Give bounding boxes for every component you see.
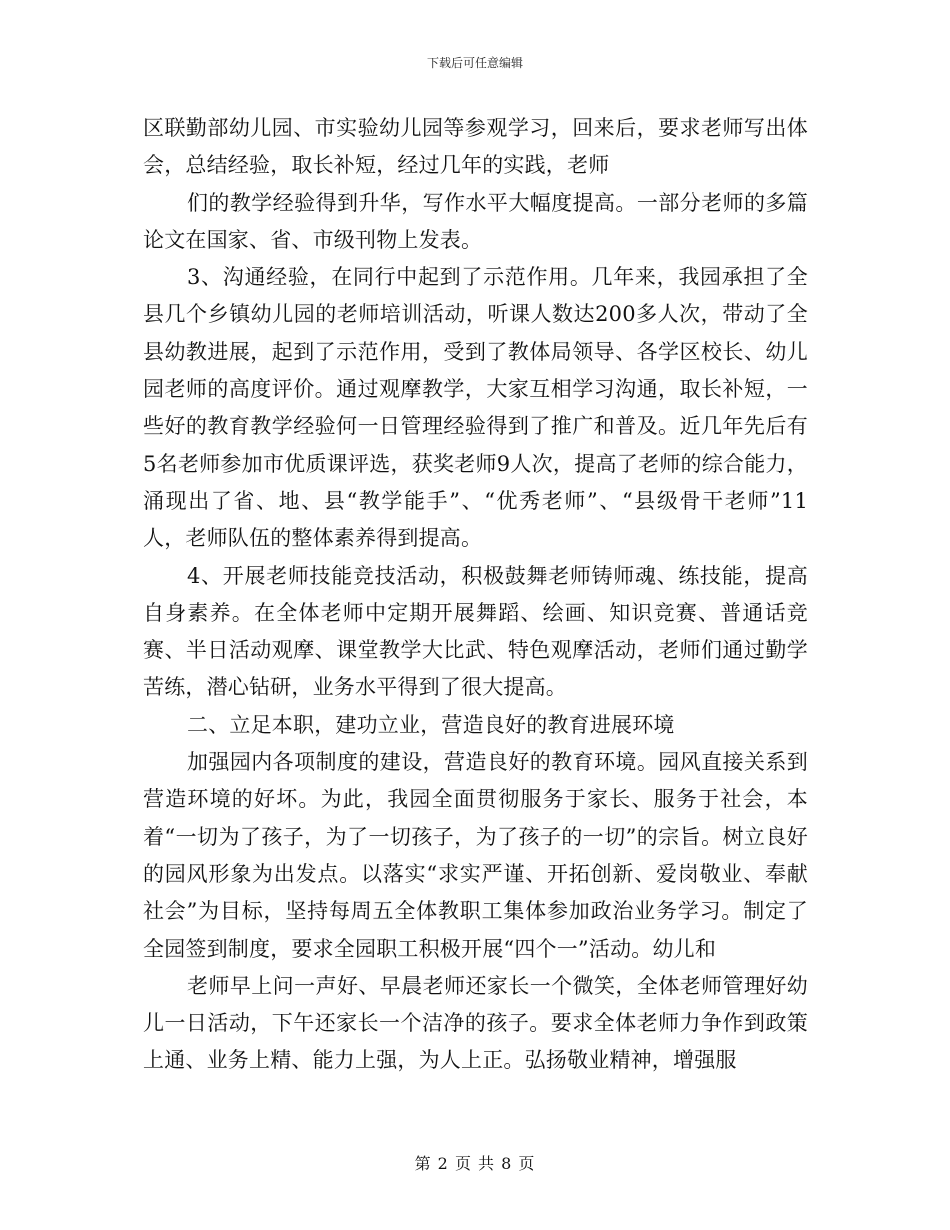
page-number: 第 2 页 共 8 页: [414, 1154, 536, 1173]
document-body: [143, 110, 808, 1080]
paragraph: 3、沟通经验，在同行中起到了示范作用。几年来，我园承担了全县几个乡镇幼儿园的老师培训活动，听课人数达200多人次，带动了全县幼教进展，起到了示范作用，受到了教体局领导、各学区校长、幼儿园老师的高度评价。通过观摩教学，大家互相学习沟通，取长补短，一些好的教育教学经验何一日管理经验得到了推广和普及。近几年先后有5名老师参加市优质课评选，获奖老师9人次，提高了老师的综合能力，涌现出了省、地、县“教学能手”、“优秀老师”、“县级骨干老师”11人，老师队伍的整体素养得到提高。: [143, 265, 808, 551]
paragraph: 加强园内各项制度的建设，营造良好的教育环境。园风直接关系到营造环境的好坏。为此，我园全面贯彻服务于家长、服务于社会，本着“一切为了孩子，为了一切孩子，为了孩子的一切”的宗旨。树立良好的园风形象为出发点。以落实“求实严谨、开拓创新、爱岗敬业、奉献社会”为目标，坚持每周五全体教职工集体参加政治业务学习。制定了全园签到制度，要求全园职工积极开展“四个一”活动。幼儿和: [143, 750, 808, 961]
page-header-note: 下载后可任意编辑: [426, 56, 523, 70]
paragraph: 老师早上问一声好、早晨老师还家长一个微笑，全体老师管理好幼儿一日活动，下午还家长一个洁净的孩子。要求全体老师力争作到政策上通、业务上精、能力上强，为人上正。弘扬敬业精神，增强服: [143, 973, 808, 1073]
paragraph: 区联勤部幼儿园、市实验幼儿园等参观学习，回来后，要求老师写出体会，总结经验，取长补短，经过几年的实践，老师: [143, 116, 808, 178]
section-heading: 二、立足本职，建功立业，营造良好的教育进展环境: [187, 712, 675, 737]
paragraph: 4、开展老师技能竞技活动，积极鼓舞老师铸师魂、练技能，提高自身素养。在全体老师中定期开展舞蹈、绘画、知识竞赛、普通话竞赛、半日活动观摩、课堂教学大比武、特色观摩活动，老师们通过勤学苦练，潜心钻研，业务水平得到了很大提高。: [143, 563, 808, 700]
paragraph: 们的教学经验得到升华，写作水平大幅度提高。一部分老师的多篇论文在国家、省、市级刊物上发表。: [143, 190, 808, 252]
